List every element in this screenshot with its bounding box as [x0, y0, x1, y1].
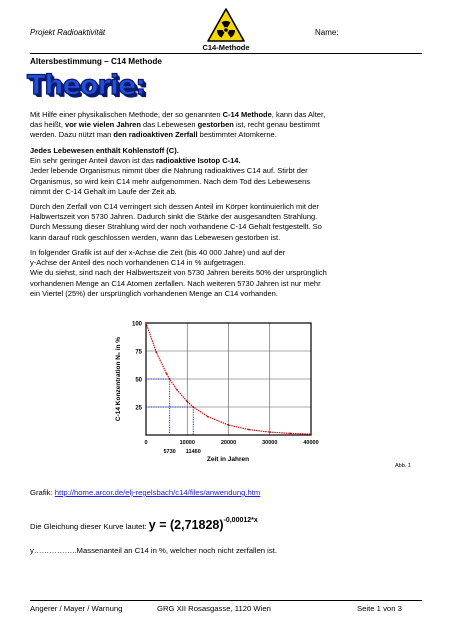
- x-tick-label: 0: [144, 440, 148, 446]
- equation-formula: y = (2,71828): [148, 518, 224, 532]
- page-subtitle: Altersbestimmung – C14 Methode: [30, 57, 162, 66]
- footer-authors: Angerer / Mayer / Warnung: [30, 604, 123, 613]
- data-point: [207, 416, 209, 418]
- paragraph-graph-explanation: In folgender Grafik ist auf der x-Achse die Zeit (bis 40 000 Jahre) und auf der y-Achse der Anteil des noch vorhandenen C14 in % aufgetragen. Wie du siehst, sind nach der Halbwertszeit von 5730 Jahren bereits 50% der ursprünglich vorhandenen Menge an C14 Atomen zerfallen. Nach weiteren 5730 Jahren ist nur mehr ein Viertel (25%) der ursprünglich vorhandenen Menge an C14 vorhanden.: [30, 248, 327, 298]
- x-tick-label: 20000: [220, 440, 237, 446]
- paragraph-decay: Durch den Zerfall von C14 verringert sich dessen Anteil im Körper kontinuierlich mit der Halbwertszeit von 5730 Jahren. Dadurch sinkt die Stärke der ausgesandten Strahlung. Durch Messung dieser Strahlung wird der noch vorhandene C-14 Gehalt festgestellt. So kann darauf rück geschlossen werden, wann das Lebewesen gestorben ist.: [30, 202, 322, 242]
- paragraph-intro: Mit Hilfe einer physikalischen Methode, der so genannten C-14 Methode, kann das Alter, das heißt, vor wie vielen Jahren das Lebewesen gestorben ist, recht genau bestimmt werden. Dazu nützt man den radioaktiven Zerfall bestimmter Atomkerne.: [30, 110, 326, 140]
- section-heading: Theorie:: [27, 70, 146, 101]
- header-name-label: Name:: [315, 28, 339, 37]
- header-divider: [30, 53, 422, 54]
- y-tick-label: 100: [131, 321, 142, 328]
- data-point: [248, 429, 250, 431]
- footer-school: GRG XII Rosasgasse, 1120 Wien: [157, 604, 271, 613]
- y-axis-label: C-14 Konzentration N₀ in %: [115, 336, 122, 422]
- footer-page-number: Seite 1 von 3: [357, 604, 402, 613]
- equation-label: Die Gleichung dieser Kurve lautet:: [30, 522, 149, 531]
- y-definition: y……………..Massenanteil an C14 in %, welcher noch nicht zerfallen ist.: [30, 546, 277, 555]
- y-tick-label: 25: [135, 405, 142, 412]
- data-point: [176, 389, 178, 391]
- equation-exponent: -0,00012*x: [223, 517, 258, 524]
- data-point: [289, 433, 291, 435]
- header-project: Projekt Radioaktivität: [30, 28, 106, 37]
- x-tick-label: 10000: [179, 440, 195, 446]
- footer-divider: [30, 600, 422, 601]
- header-topic: C14-Methode: [202, 43, 250, 52]
- figure-caption: Abb. 1: [395, 463, 411, 469]
- data-point: [269, 431, 271, 433]
- data-point: [166, 373, 168, 375]
- source-line: [30, 488, 260, 497]
- data-point: [169, 378, 171, 380]
- data-point: [310, 433, 312, 435]
- source-link[interactable]: http://home.arcor.de/elj-regelsbach/c14/files/anwendung.htm: [54, 488, 261, 497]
- equation-line: [30, 518, 258, 532]
- half-life-label: 5730: [163, 449, 176, 455]
- y-tick-label: 50: [135, 377, 142, 384]
- source-label: Grafik:: [30, 488, 55, 497]
- half-life-label: 11460: [185, 449, 201, 455]
- x-axis-label: Zeit in Jahren: [206, 456, 250, 463]
- data-point: [192, 406, 194, 408]
- decay-chart: [98, 314, 328, 464]
- x-tick-label: 40000: [303, 440, 319, 446]
- data-point: [186, 401, 188, 403]
- data-point: [228, 424, 230, 426]
- data-point: [155, 351, 157, 353]
- radiation-warning-icon: [207, 8, 245, 42]
- data-point: [145, 322, 147, 324]
- paragraph-carbon: Jedes Lebewesen enthält Kohlenstoff (C). Ein sehr geringer Anteil davon ist das radioaktive Isotop C-14. Jeder lebende Organismus nimmt über die Nahrung radioaktives C14 auf. Stirbt der Organismus, so wird kein C14 mehr aufgenommen. Nach dem Tod des Lebewesens nimmt der C-14 Gehalt im Laufe der Zeit ab.: [30, 146, 311, 196]
- x-tick-label: 30000: [262, 440, 278, 446]
- y-tick-label: 75: [135, 349, 142, 356]
